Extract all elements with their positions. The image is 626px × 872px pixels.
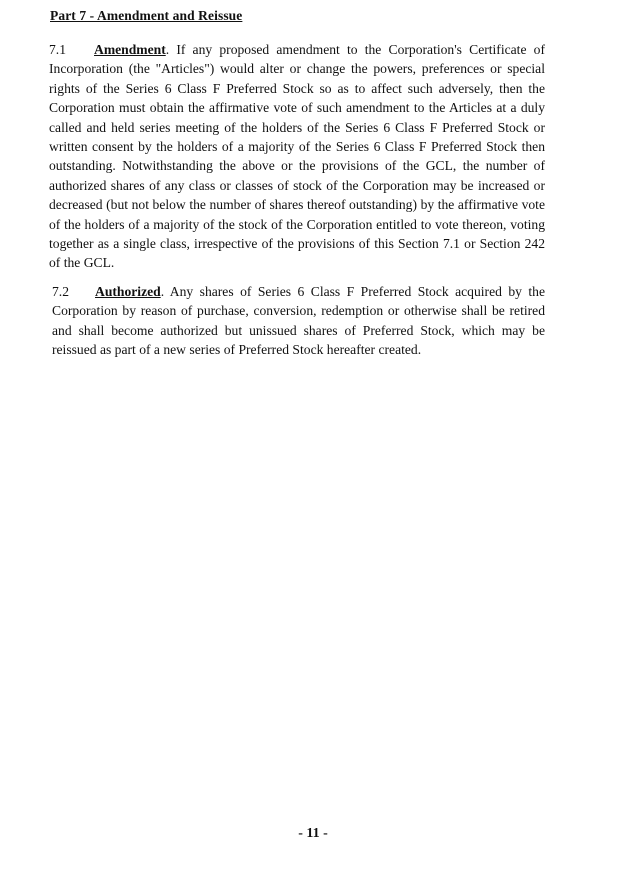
section-title: Amendment	[94, 42, 166, 57]
section-title: Authorized	[95, 284, 161, 299]
page-number: - 11 -	[298, 826, 328, 841]
section-number: 7.2	[52, 284, 69, 299]
section-body: . Any shares of Series 6 Class F Preferred Stock acquired by the Corporation by reason of purchase, conversion, redemption or otherwise shall be retired and shall become authorized but unissued shares of Preferred Stock, which may be reissued as part of a new series of Preferred Stock hereafter created.	[52, 284, 545, 358]
section-number: 7.1	[49, 42, 66, 57]
part-heading: Part 7 - Amendment and Reissue	[50, 8, 243, 23]
section-7-2	[52, 282, 545, 360]
section-body: . If any proposed amendment to the Corporation's Certificate of Incorporation (the "Articles") would alter or change the powers, preferences or special rights of the Series 6 Class F Preferred Stock so as to affect such adversely, then the Corporation must obtain the affirmative vote of such amendment to the Articles at a duly called and held series meeting of the holders of the Series 6 Class F Preferred Stock or written consent by the holders of a majority of the Series 6 Class F Preferred Stock then outstanding. Notwithstanding the above or the provisions of the GCL, the number of authorized shares of any class or classes of stock of the Corporation may be increased or decreased (but not below the number of shares thereof outstanding) by the affirmative vote of the holders of a majority of the stock of the Corporation entitled to vote thereon, voting together as a single class, irrespective of the provisions of this Section 7.1 or Section 242 of the GCL.	[49, 42, 545, 271]
section-7-1	[49, 40, 545, 273]
